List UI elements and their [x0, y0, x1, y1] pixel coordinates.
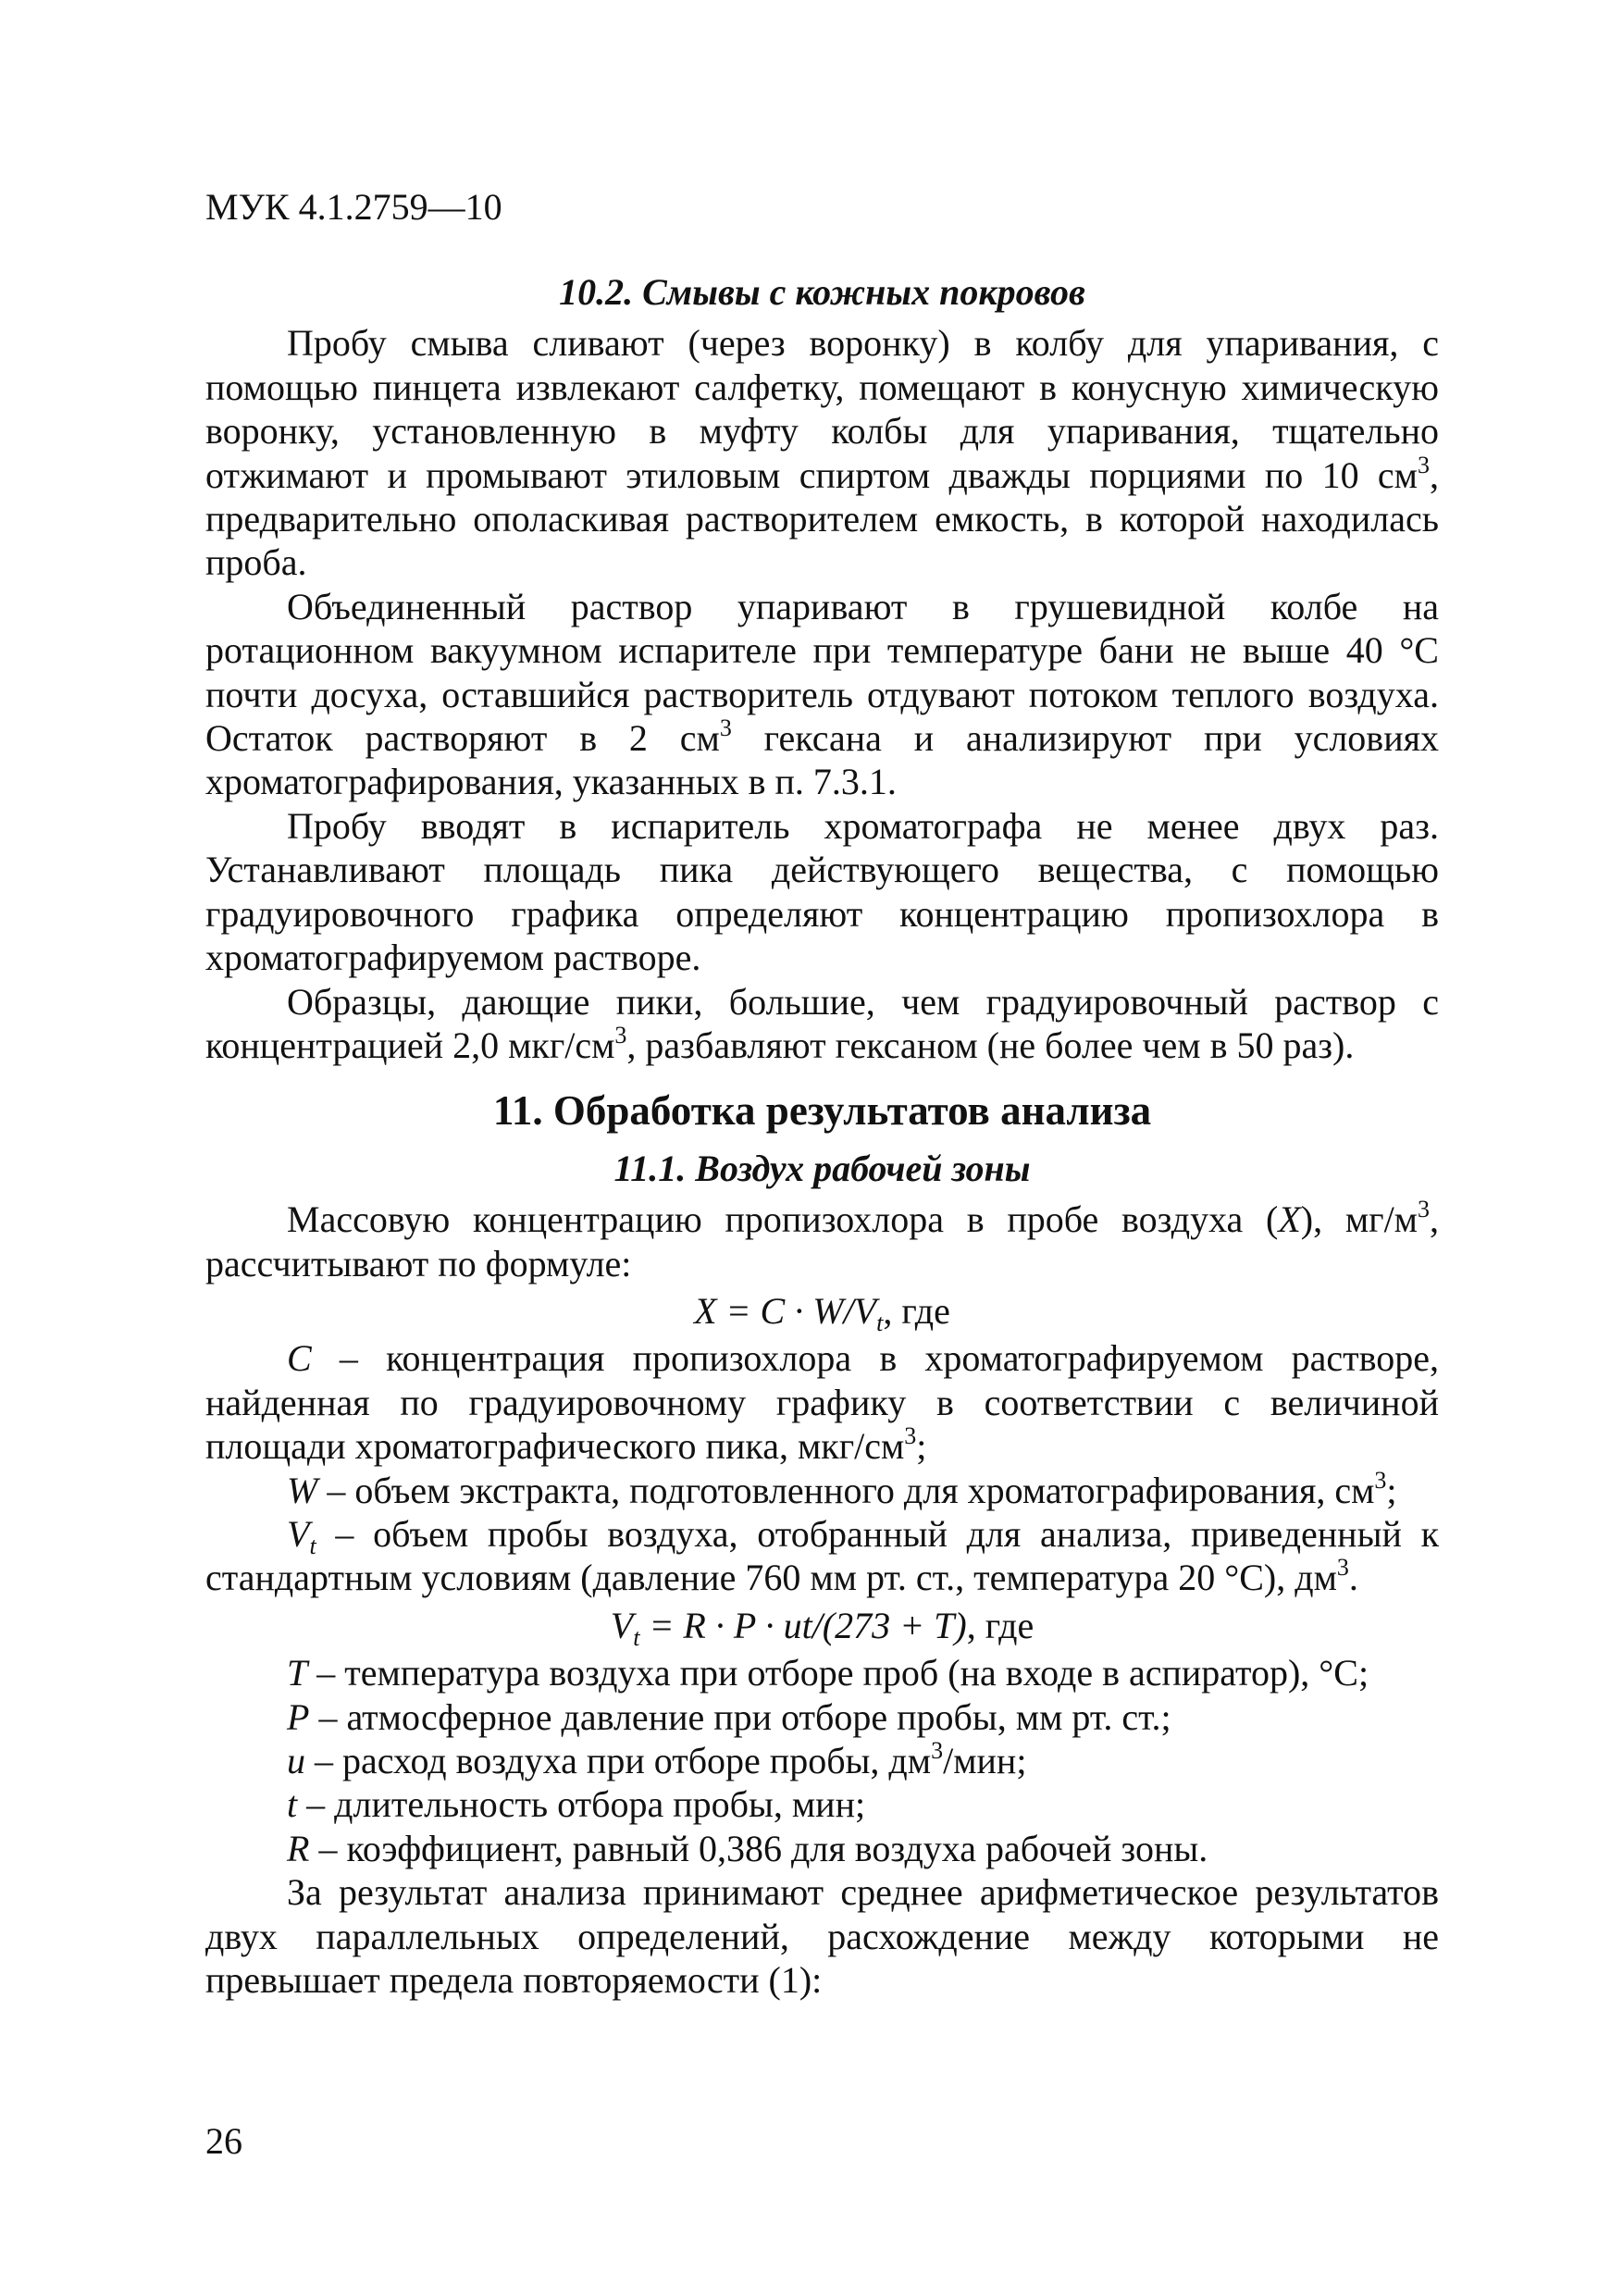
paragraph: Массовую концентрацию пропизохлора в пробе воздуха (X), $мг/м^3$, рассчитывают по формуле:: [205, 1196, 1439, 1285]
definition-r: R – коэффициент, равный 0,386 для воздуха рабочей зоны.: [287, 1827, 1208, 1869]
page-content: [205, 270, 1439, 2002]
paragraph: Образцы, дающие пики, большие, чем градуировочный раствор с концентрацией 2,0 мкг/$см^3$, разбавляют гексаном (не более чем в 50 раз).: [205, 980, 1439, 1066]
paragraph: Объединенный раствор упаривают в грушевидной колбе на ротационном вакуумном испарителе при температуре бани не выше 40 °С почти досуха, оставшийся растворитель отдувают потоком теплого воздуха. Остаток растворяют в 2 $см^3$ гексана и анализируют при условиях хроматографирования, указанных в п. 7.3.1.: [205, 585, 1440, 803]
definition-p: P – атмосферное давление при отборе пробы, мм рт. ст.;: [287, 1695, 1171, 1738]
section-10-2-heading: 10.2. Смывы с кожных покровов: [559, 271, 1085, 313]
definitions-list-2: [205, 1651, 1439, 1870]
paragraph: Пробу вводят в испаритель хроматографа не менее двух раз. Устанавливают площадь пика действующего вещества, с помощью градуировочного графика определяют концентрацию пропизохлора в хроматографируемом растворе.: [205, 804, 1439, 979]
formula-x: $X = C \cdot W/V_t$, где: [694, 1289, 950, 1336]
document-code-header: МУК 4.1.2759—10: [205, 186, 502, 228]
definitions-list: [205, 1336, 1439, 1599]
page-number: 26: [205, 2120, 242, 2162]
paragraph: Пробу смыва сливают (через воронку) в колбу для упаривания, с помощью пинцета извлекают салфетку, помещают в конусную химическую воронку, установленную в муфту колбы для упаривания, тщательно отжимают и промывают этиловым спиртом дважды порциями по 10 $см^3$, предварительно ополаскивая растворителем емкость, в которой находилась проба.: [205, 322, 1439, 584]
definition-t-duration: t – длительность отбора пробы, мин;: [287, 1783, 866, 1826]
definition-w: W – объем экстракта, подготовленного для хроматографирования, $см^3$;: [287, 1466, 1397, 1511]
formula-vt: $V_t = R \cdot P \cdot ut/(273 + T)$, где: [610, 1604, 1035, 1651]
section-11-1-heading: 11.1. Воздух рабочей зоны: [613, 1147, 1031, 1189]
paragraph: За результат анализа принимают среднее арифметическое результатов двух параллельных определений, расхождение между которыми не превышает предела повторяемости (1):: [205, 1871, 1439, 2002]
section-11-heading: 11. Обработка результатов анализа: [492, 1087, 1152, 1135]
definition-vt: $V_t$ – объем пробы воздуха, отобранный для анализа, приведенный к стандартным условиям (давление 760 мм рт. ст., температура 20 °С), $дм^3$.: [205, 1512, 1439, 1599]
definition-c: C – концентрация пропизохлора в хроматографируемом растворе, найденная по градуировочному графику в соответствии с величиной площади хроматографического пика, мкг/$см^3$;: [205, 1337, 1439, 1468]
definition-t-temp: T – температура воздуха при отборе проб (на входе в аспиратор), °С;: [287, 1652, 1369, 1694]
definition-u: u – расход воздуха при отборе пробы, $дм^3$/мин;: [287, 1737, 1027, 1781]
